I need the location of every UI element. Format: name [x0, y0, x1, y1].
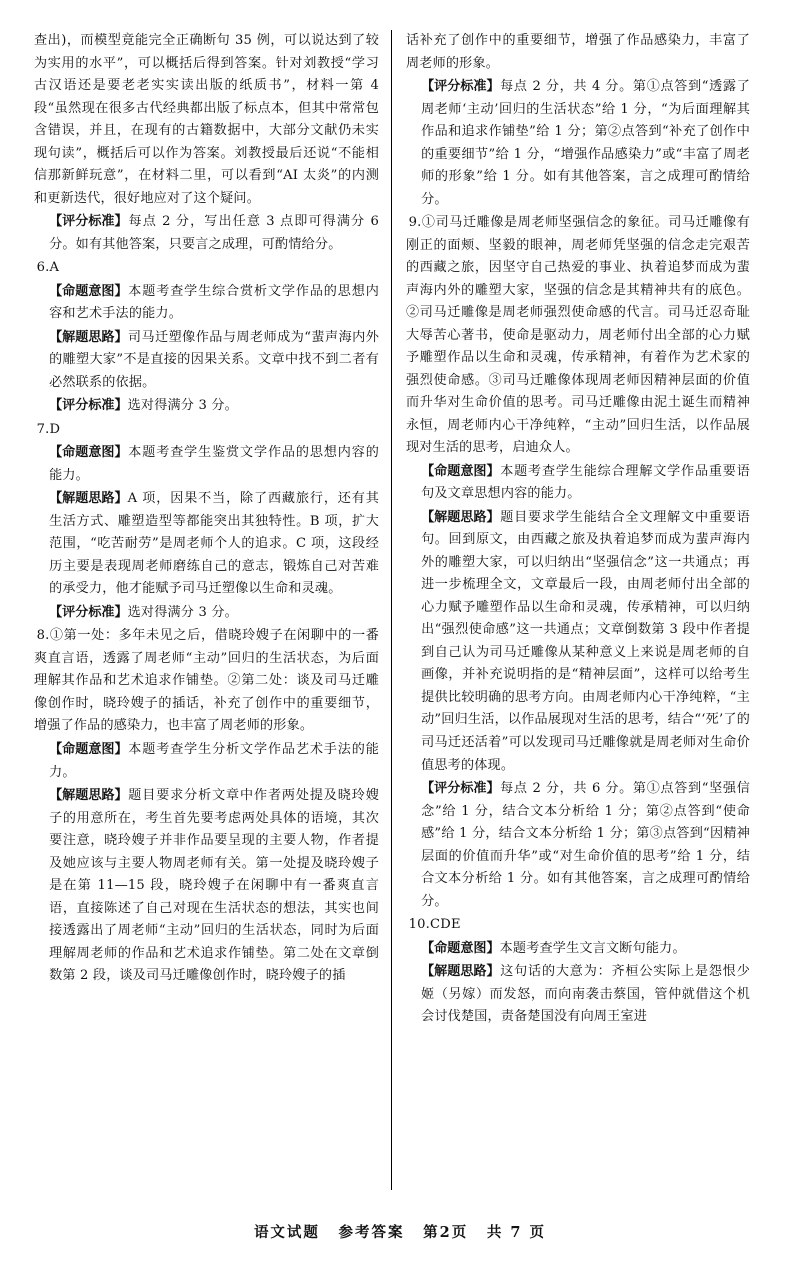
- approach-q8: [34, 785, 379, 988]
- approach-q6: [34, 327, 379, 395]
- intent-label: 【命题意图】: [421, 940, 500, 956]
- body-text: 8.①第一处：多年未见之后，借晓玲嫂子在闲聊中的一番爽直言语，透露了周老师“主动”回归的生活状态，为后面理解其作品和艺术追求作铺垫。②第二处：谈及司马迁雕像创作时，晓玲嫂子的插话，补充了创作中的重要细节，增强了作品的感染力，也丰富了周老师的形象。: [34, 628, 379, 734]
- body-text: 10.CDE: [408, 917, 461, 933]
- scoring-label: 【评分标准】: [421, 781, 500, 797]
- approach-q10: [406, 961, 750, 1029]
- footer-page-total: 共 7 页: [486, 1224, 547, 1241]
- para-continuation-2: [406, 30, 750, 75]
- approach-label: 【解题思路】: [49, 491, 128, 507]
- scoring-q8: [406, 76, 750, 211]
- body-text: 9.①司马迁雕像是周老师坚强信念的象征。司马迁雕像有刚正的面颊、坚毅的眼神，周老师凭坚强的信念走完艰苦的西藏之旅，因坚守自己热爱的事业、执着追梦而成为蜚声海内外的雕塑大家，坚强的信念是其精神共有的底色。②司马迁雕像是周老师强烈使命感的代言。司马迁忍奇耻大辱苦心著书，使命是驱动力，周老师付出全部的心力赋予雕塑作品以生命和灵魂，传承精神，有着作为艺术家的强烈使命感。③司马迁雕像体现周老师因精神层面的价值而升华对生命价值的思考。司马迁雕像由泥土诞生而精神永恒，周老师内心干净纯粹，“主动”回归生活，以作品展现对生活的思考，启迪众人。: [406, 215, 750, 456]
- scoring-label: 【评分标准】: [49, 214, 128, 230]
- scoring-q5: [34, 211, 379, 256]
- scoring-label: 【评分标准】: [49, 604, 128, 620]
- body-text: 题目要求学生能结合全文理解文中重要语句。回到原文，由西藏之旅及执着追梦而成为蜚声海内外的雕塑大家，可以归纳出“坚强信念”这一共通点；再进一步梳理全文，文章最后一段，由周老师付出全部的心力赋予雕塑作品以生命和灵魂，传承精神，可以归纳出“强烈使命感”这一共通点；文章倒数第 3 段中作者提到自己认为司马迁雕像从某种意义上来说是周老师的自画像，并补充说明指的是“精神层面”，这样可以给考生提供比较明确的思考方向。由周老师内心干净纯粹，“主动”回归生活，以作品展现对生活的思考，结合“‘死’了的司马迁还活着”可以发现司马迁雕像就是周老师对生命价值思考的体现。: [421, 509, 750, 773]
- body-text: 本题考查学生能综合理解文学作品重要语句及文章思想内容的能力。: [421, 463, 750, 502]
- intent-q9: [406, 461, 750, 506]
- body-text: 每点 2 分，写出任意 3 点即可得满分 6 分。如有其他答案，只要言之成理，可酌情给分。: [49, 214, 379, 252]
- body-text: 本题考查学生鉴赏文学作品的思想内容的能力。: [49, 445, 379, 483]
- approach-label: 【解题思路】: [49, 329, 128, 345]
- answer-q7: [34, 419, 379, 442]
- body-text: A 项，因果不当，除了西藏旅行，还有其生活方式、雕塑造型等都能突出其独特性。B 项，扩大范围，“吃苦耐劳”是周老师个人的追求。C 项，这段经历主要是表现周老师磨练自己的意志，锻炼自己对苦难的承受力，他才能赋予司马迁塑像以生命和灵魂。: [49, 491, 379, 597]
- scoring-label: 【评分标准】: [421, 79, 500, 95]
- intent-label: 【命题意图】: [49, 283, 128, 299]
- body-text: 本题考查学生文言文断句能力。: [499, 940, 686, 956]
- answer-q6: [34, 257, 379, 280]
- approach-label: 【解题思路】: [421, 964, 500, 980]
- body-text: 本题考查学生分析文学作品艺术手法的能力。: [49, 741, 379, 780]
- two-column-layout: [34, 30, 766, 1190]
- answer-q10: [406, 914, 750, 937]
- approach-label: 【解题思路】: [421, 509, 500, 525]
- body-text: 这句话的大意为：齐桓公实际上是怨恨少姬（另嫁）而发怒，而向南袭击蔡国，管仲就借这个机会讨伐楚国，责备楚国没有向周王室进: [421, 964, 750, 1025]
- footer-page-label: 第2页: [423, 1224, 469, 1241]
- body-text: 题目要求分析文章中作者两处提及晓玲嫂子的用意所在，考生首先要考虑两处具体的语境，其次要注意，晓玲嫂子并非作品要呈现的主要人物，作者提及她应该与主要人物周老师有关。第一处提及晓玲嫂子是在第 11—15 段，晓玲嫂子在闲聊中有一番爽直言语，直接陈述了自己对现在生活状态的想法，其实也间接透露出了周老师“主动”回归的生活状态，同时为后面理解周老师的作品和艺术追求作铺垫。第二处在文章倒数第 2 段，谈及司马迁雕像创作时，晓玲嫂子的插: [49, 788, 379, 984]
- footer-doc-type: 参考答案: [338, 1224, 405, 1241]
- intent-label: 【命题意图】: [421, 463, 500, 479]
- answer-q9: [406, 212, 750, 460]
- approach-label: 【解题思路】: [49, 788, 128, 804]
- body-text: 7.D: [36, 421, 61, 437]
- body-text: 每点 2 分，共 6 分。第①点答到“坚强信念”给 1 分，结合文本分析给 1 分；第②点答到“使命感”给 1 分，结合文本分析给 1 分；第③点答到“因精神层面的价值而升华”或“对生命价值的思考”给 1 分，结合文本分析给 1 分。如有其他答案，言之成理可酌情给分。: [421, 781, 750, 909]
- scoring-q9: [406, 778, 750, 913]
- approach-q9: [406, 507, 750, 777]
- answer-q8: [34, 625, 379, 738]
- body-text: 话补充了创作中的重要细节，增强了作品感染力，丰富了周老师的形象。: [406, 33, 750, 71]
- body-text: 每点 2 分，共 4 分。第①点答到“透露了周老师‘主动’回归的生活状态”给 1 分，“为后面理解其作品和追求作铺垫”给 1 分；第②点答到“补充了创作中的重要细节”给 1 分，“增强作品感染力”或“丰富了周老师的形象”给 1 分。如有其他答案，言之成理可酌情给分。: [421, 79, 750, 207]
- intent-label: 【命题意图】: [49, 741, 128, 757]
- para-continuation-1: [34, 30, 379, 210]
- body-text: 查出)，而模型竟能完全正确断句 35 例，可以说达到了较为实用的水平”，可以概括后得到答案。针对刘教授“学习古汉语还是要老老实实读出版的纸质书”，材料一第 4 段“虽然现在很多古代经典都出版了标点本，但其中常常包含错误，并且，在现有的古籍数据中，大部分文献仍未实现句读”，概括后可以作为答案。刘教授最后还说“不能相信那新鲜玩意”，在材料二里，可以看到“AI 太炎”的内测和更新迭代，很好地应对了这个疑问。: [34, 33, 379, 206]
- right-column: [392, 30, 750, 1190]
- body-text: 本题考查学生综合赏析文学作品的思想内容和艺术手法的能力。: [49, 283, 379, 322]
- footer-subject: 语文试题: [253, 1224, 320, 1241]
- approach-q7: [34, 488, 379, 601]
- scoring-label: 【评分标准】: [49, 398, 128, 414]
- intent-q8: [34, 739, 379, 784]
- intent-q7: [34, 442, 379, 487]
- body-text: 选对得满分 3 分。: [127, 398, 238, 414]
- intent-q10: [406, 938, 750, 961]
- scoring-q6: [34, 395, 379, 418]
- page-footer: [0, 1221, 800, 1242]
- body-text: 6.A: [36, 260, 60, 276]
- scoring-q7: [34, 602, 379, 625]
- left-column: [34, 30, 392, 1190]
- intent-q6: [34, 281, 379, 326]
- intent-label: 【命题意图】: [49, 445, 128, 461]
- body-text: 选对得满分 3 分。: [127, 604, 238, 620]
- body-text: 司马迁塑像作品与周老师成为“蜚声海内外的雕塑大家”不是直接的因果关系。文章中找不到二者有必然联系的依据。: [49, 329, 379, 390]
